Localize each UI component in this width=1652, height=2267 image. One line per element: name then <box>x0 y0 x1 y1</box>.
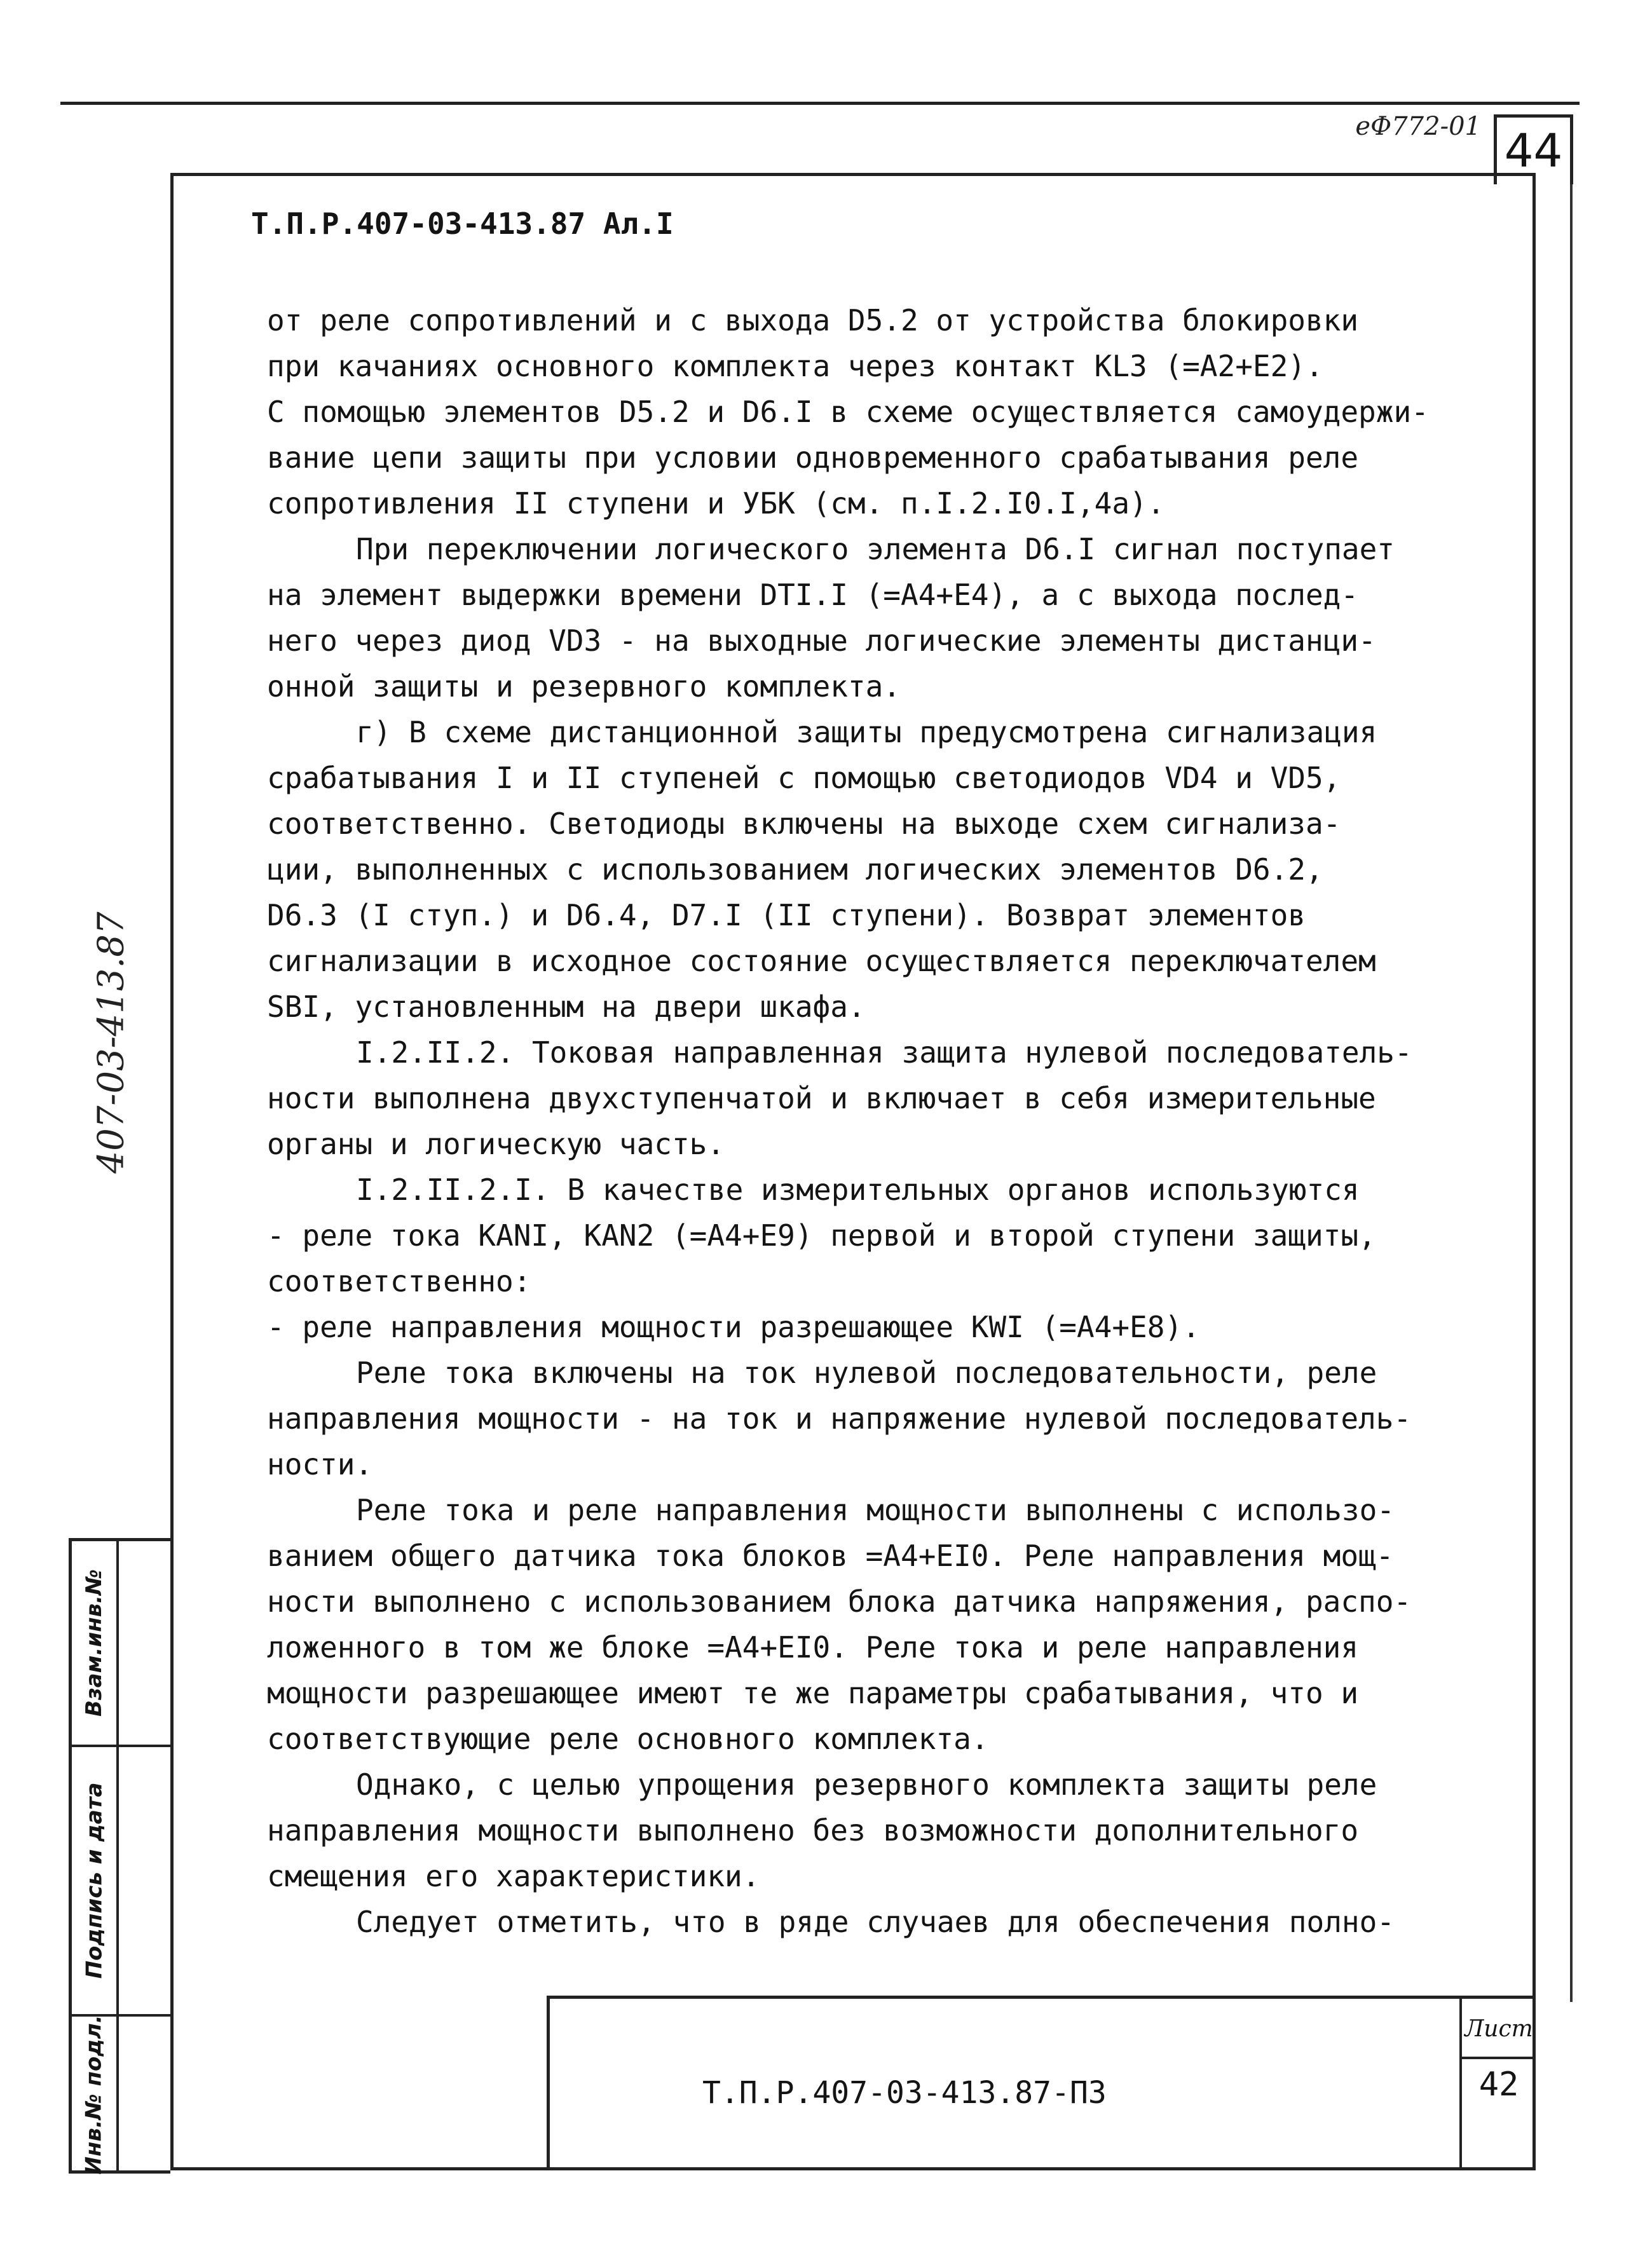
text-line: мощности разрешающее имеют те же параметры срабатывания, что и <box>267 1676 1359 1710</box>
text-line: SBI, установленным на двери шкафа. <box>267 990 866 1024</box>
text-line: Следует отметить, что в ряде случаев для обеспечения полно- <box>356 1905 1395 1939</box>
stamp-label-inventory: Инв.№ подл. <box>81 2014 107 2175</box>
text-line: соответственно. Светодиоды включены на выходе схем сигнализа- <box>267 807 1341 841</box>
text-line: онной защиты и резервного комплекта. <box>267 669 901 704</box>
text-line: Реле тока и реле направления мощности выполнены с использо- <box>356 1493 1395 1527</box>
stamp-cell-replacement <box>72 1541 116 1745</box>
text-line: направления мощности выполнено без возможности дополнительного <box>267 1813 1359 1848</box>
text-line: ции, выполненных с использованием логических элементов D6.2, <box>267 852 1323 887</box>
text-line: него через диод VD3 - на выходные логические элементы дистанци- <box>267 623 1376 658</box>
text-line: соответствующие реле основного комплекта. <box>267 1722 989 1756</box>
sheet-number: 42 <box>1478 2066 1519 2104</box>
text-line: При переключении логического элемента D6.I сигнал поступает <box>356 532 1395 566</box>
text-line: Однако, с целью упрощения резервного комплекта защиты реле <box>356 1767 1377 1802</box>
side-number-text: 407-03-413.87 <box>90 911 132 1173</box>
sheet-label: Лист <box>1462 1999 1536 2059</box>
text-line: органы и логическую часть. <box>267 1127 725 1161</box>
text-line: С помощью элементов D5.2 и D6.I в схеме осуществляется самоудержи- <box>267 395 1429 429</box>
right-rule <box>1570 127 1573 2002</box>
text-line: - реле направления мощности разрешающее KWI (=А4+Е8). <box>267 1310 1200 1344</box>
text-line: - реле тока KANI, KAN2 (=А4+Е9) первой и второй ступени защиты, <box>267 1218 1376 1253</box>
text-line: сигнализации в исходное состояние осуществляется переключателем <box>267 944 1376 978</box>
text-line: сопротивления II ступени и УБК (см. п.I.2.I0.I,4а). <box>267 486 1165 521</box>
text-line: от реле сопротивлений и с выхода D5.2 от устройства блокировки <box>267 303 1359 337</box>
stamp-label-replacement: Взам.инв.№ <box>81 1569 107 1717</box>
sheet-number-box: 44 <box>1494 114 1573 184</box>
text-line: соответственно: <box>267 1264 531 1298</box>
stamp-label-signature: Подпись и дата <box>81 1782 107 1979</box>
title-block-code: Т.П.Р.407-03-413.87-ПЗ <box>702 2075 1107 2111</box>
text-line: ности выполнена двухступенчатой и включает в себя измерительные <box>267 1081 1376 1115</box>
approval-stamp <box>69 1538 170 2174</box>
text-line: срабатывания I и II ступеней с помощью светодиодов VD4 и VD5, <box>267 761 1341 795</box>
text-line: на элемент выдержки времени DTI.I (=А4+Е4), а с выхода послед- <box>267 578 1359 612</box>
text-line: I.2.II.2. Токовая направленная защита нулевой последователь- <box>356 1035 1412 1070</box>
text-line: ности. <box>267 1447 373 1481</box>
text-line: г) В схеме дистанционной защиты предусмотрена сигнализация <box>356 715 1377 749</box>
side-number <box>64 890 159 1195</box>
stamp-vertical-line <box>116 1541 119 2170</box>
stamp-cell-signature <box>72 1747 116 2014</box>
top-rule <box>60 102 1580 105</box>
text-line: направления мощности - на ток и напряжение нулевой последователь- <box>267 1401 1412 1436</box>
text-line: ности выполнено с использованием блока датчика напряжения, распо- <box>267 1584 1412 1619</box>
text-line: Реле тока включены на ток нулевой последовательности, реле <box>356 1356 1377 1390</box>
stamp-cell-inventory <box>72 2014 116 2175</box>
document-reference: Т.П.Р.407-03-413.87 Ал.I <box>251 207 674 241</box>
body-text <box>267 297 1506 1945</box>
text-line: I.2.II.2.I. В качестве измерительных органов используются <box>356 1173 1360 1207</box>
title-block <box>547 1996 1536 2170</box>
text-line: вание цепи защиты при условии одновременного срабатывания реле <box>267 440 1359 475</box>
text-line: смещения его характеристики. <box>267 1859 760 1893</box>
handwritten-code: еФ772-01 <box>1355 112 1481 141</box>
text-line: ванием общего датчика тока блоков =А4+ЕI0. Реле направления мощ- <box>267 1539 1394 1573</box>
text-line: ложенного в том же блоке =А4+ЕI0. Реле тока и реле направления <box>267 1630 1359 1665</box>
title-block-sheet <box>1459 1999 1536 2170</box>
text-line: при качаниях основного комплекта через контакт KL3 (=А2+Е2). <box>267 349 1323 383</box>
text-line: D6.3 (I ступ.) и D6.4, D7.I (II ступени). Возврат элементов <box>267 898 1306 932</box>
